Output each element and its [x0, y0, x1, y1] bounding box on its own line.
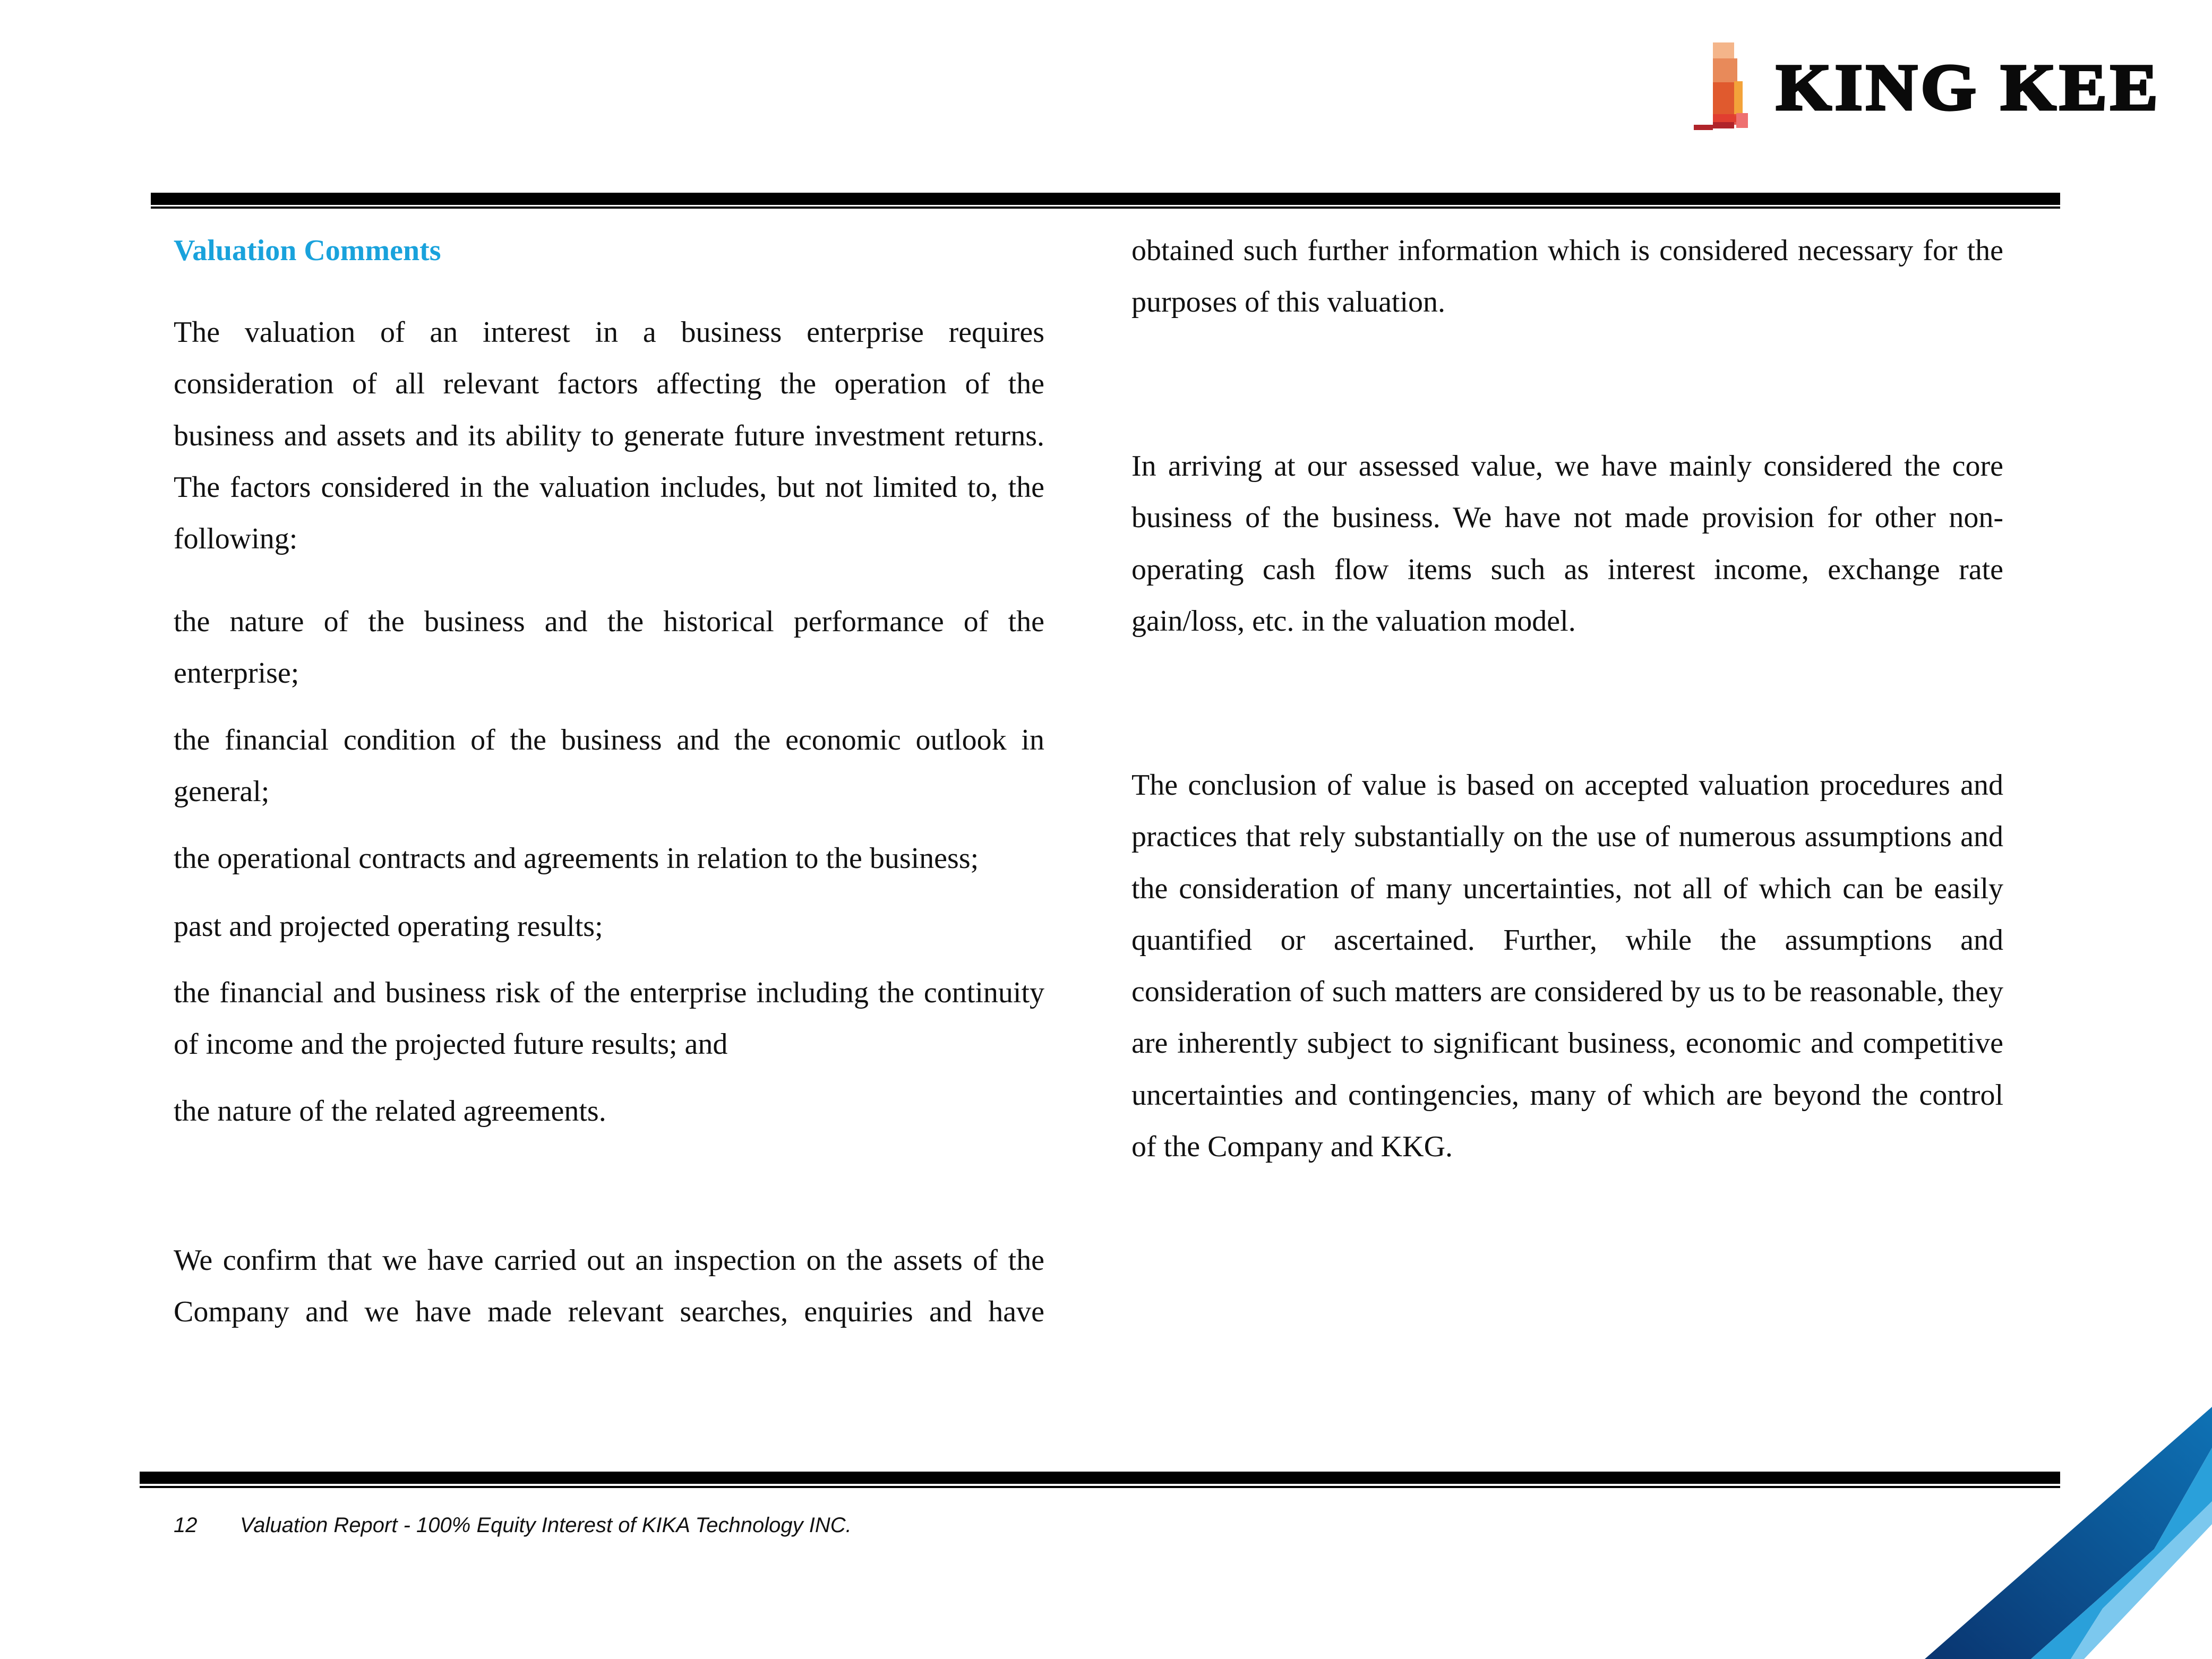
- factor-item: the operational contracts and agreements in relation to the business;: [174, 842, 979, 875]
- brand-name: KING KEE: [1776, 51, 2162, 124]
- assessed-value-paragraph: In arriving at our assessed value, we have mainly considered the core business of the business. We have not made provision for other non-operating cash flow items such as interest income, exchange rate gain/loss, etc. in the valuation model.: [1131, 450, 2003, 638]
- factor-item: the financial condition of the business and the economic outlook in general;: [174, 724, 1044, 809]
- confirmation-paragraph-start: We confirm that we have carried out an inspection on the assets of the Company and we have made relevant searches, enquiries and have: [174, 1244, 1044, 1329]
- footer-title: Valuation Report - 100% Equity Interest of KIKA Technology INC.: [240, 1514, 852, 1537]
- factor-item: past and projected operating results;: [174, 910, 603, 943]
- factor-item: the nature of the related agreements.: [174, 1095, 606, 1128]
- intro-paragraph: The valuation of an interest in a business enterprise requires consideration of all relevant factors affecting the operation of the business and assets and its ability to generate future investment returns. The factors considered in the valuation includes, but not limited to, the following:: [174, 316, 1044, 556]
- page-number: 12: [174, 1514, 198, 1537]
- confirmation-paragraph-end: obtained such further information which is considered necessary for the purposes of this valuation.: [1131, 234, 2003, 319]
- factor-item: the financial and business risk of the enterprise including the continuity of income and the projected future results; and: [174, 976, 1044, 1061]
- factor-item: the nature of the business and the historical performance of the enterprise;: [174, 605, 1044, 690]
- conclusion-paragraph: The conclusion of value is based on accepted valuation procedures and practices that rely substantially on the use of numerous assumptions and the consideration of many uncertainties, not all of which can be easily quantified or ascertained. Further, while the assumptions and consideration of such matters are considered by us to be reasonable, they are inherently subject to significant business, economic and competitive uncertainties and contingencies, many of which are beyond the control of the Company and KKG.: [1131, 769, 2003, 1164]
- section-heading: Valuation Comments: [174, 234, 441, 267]
